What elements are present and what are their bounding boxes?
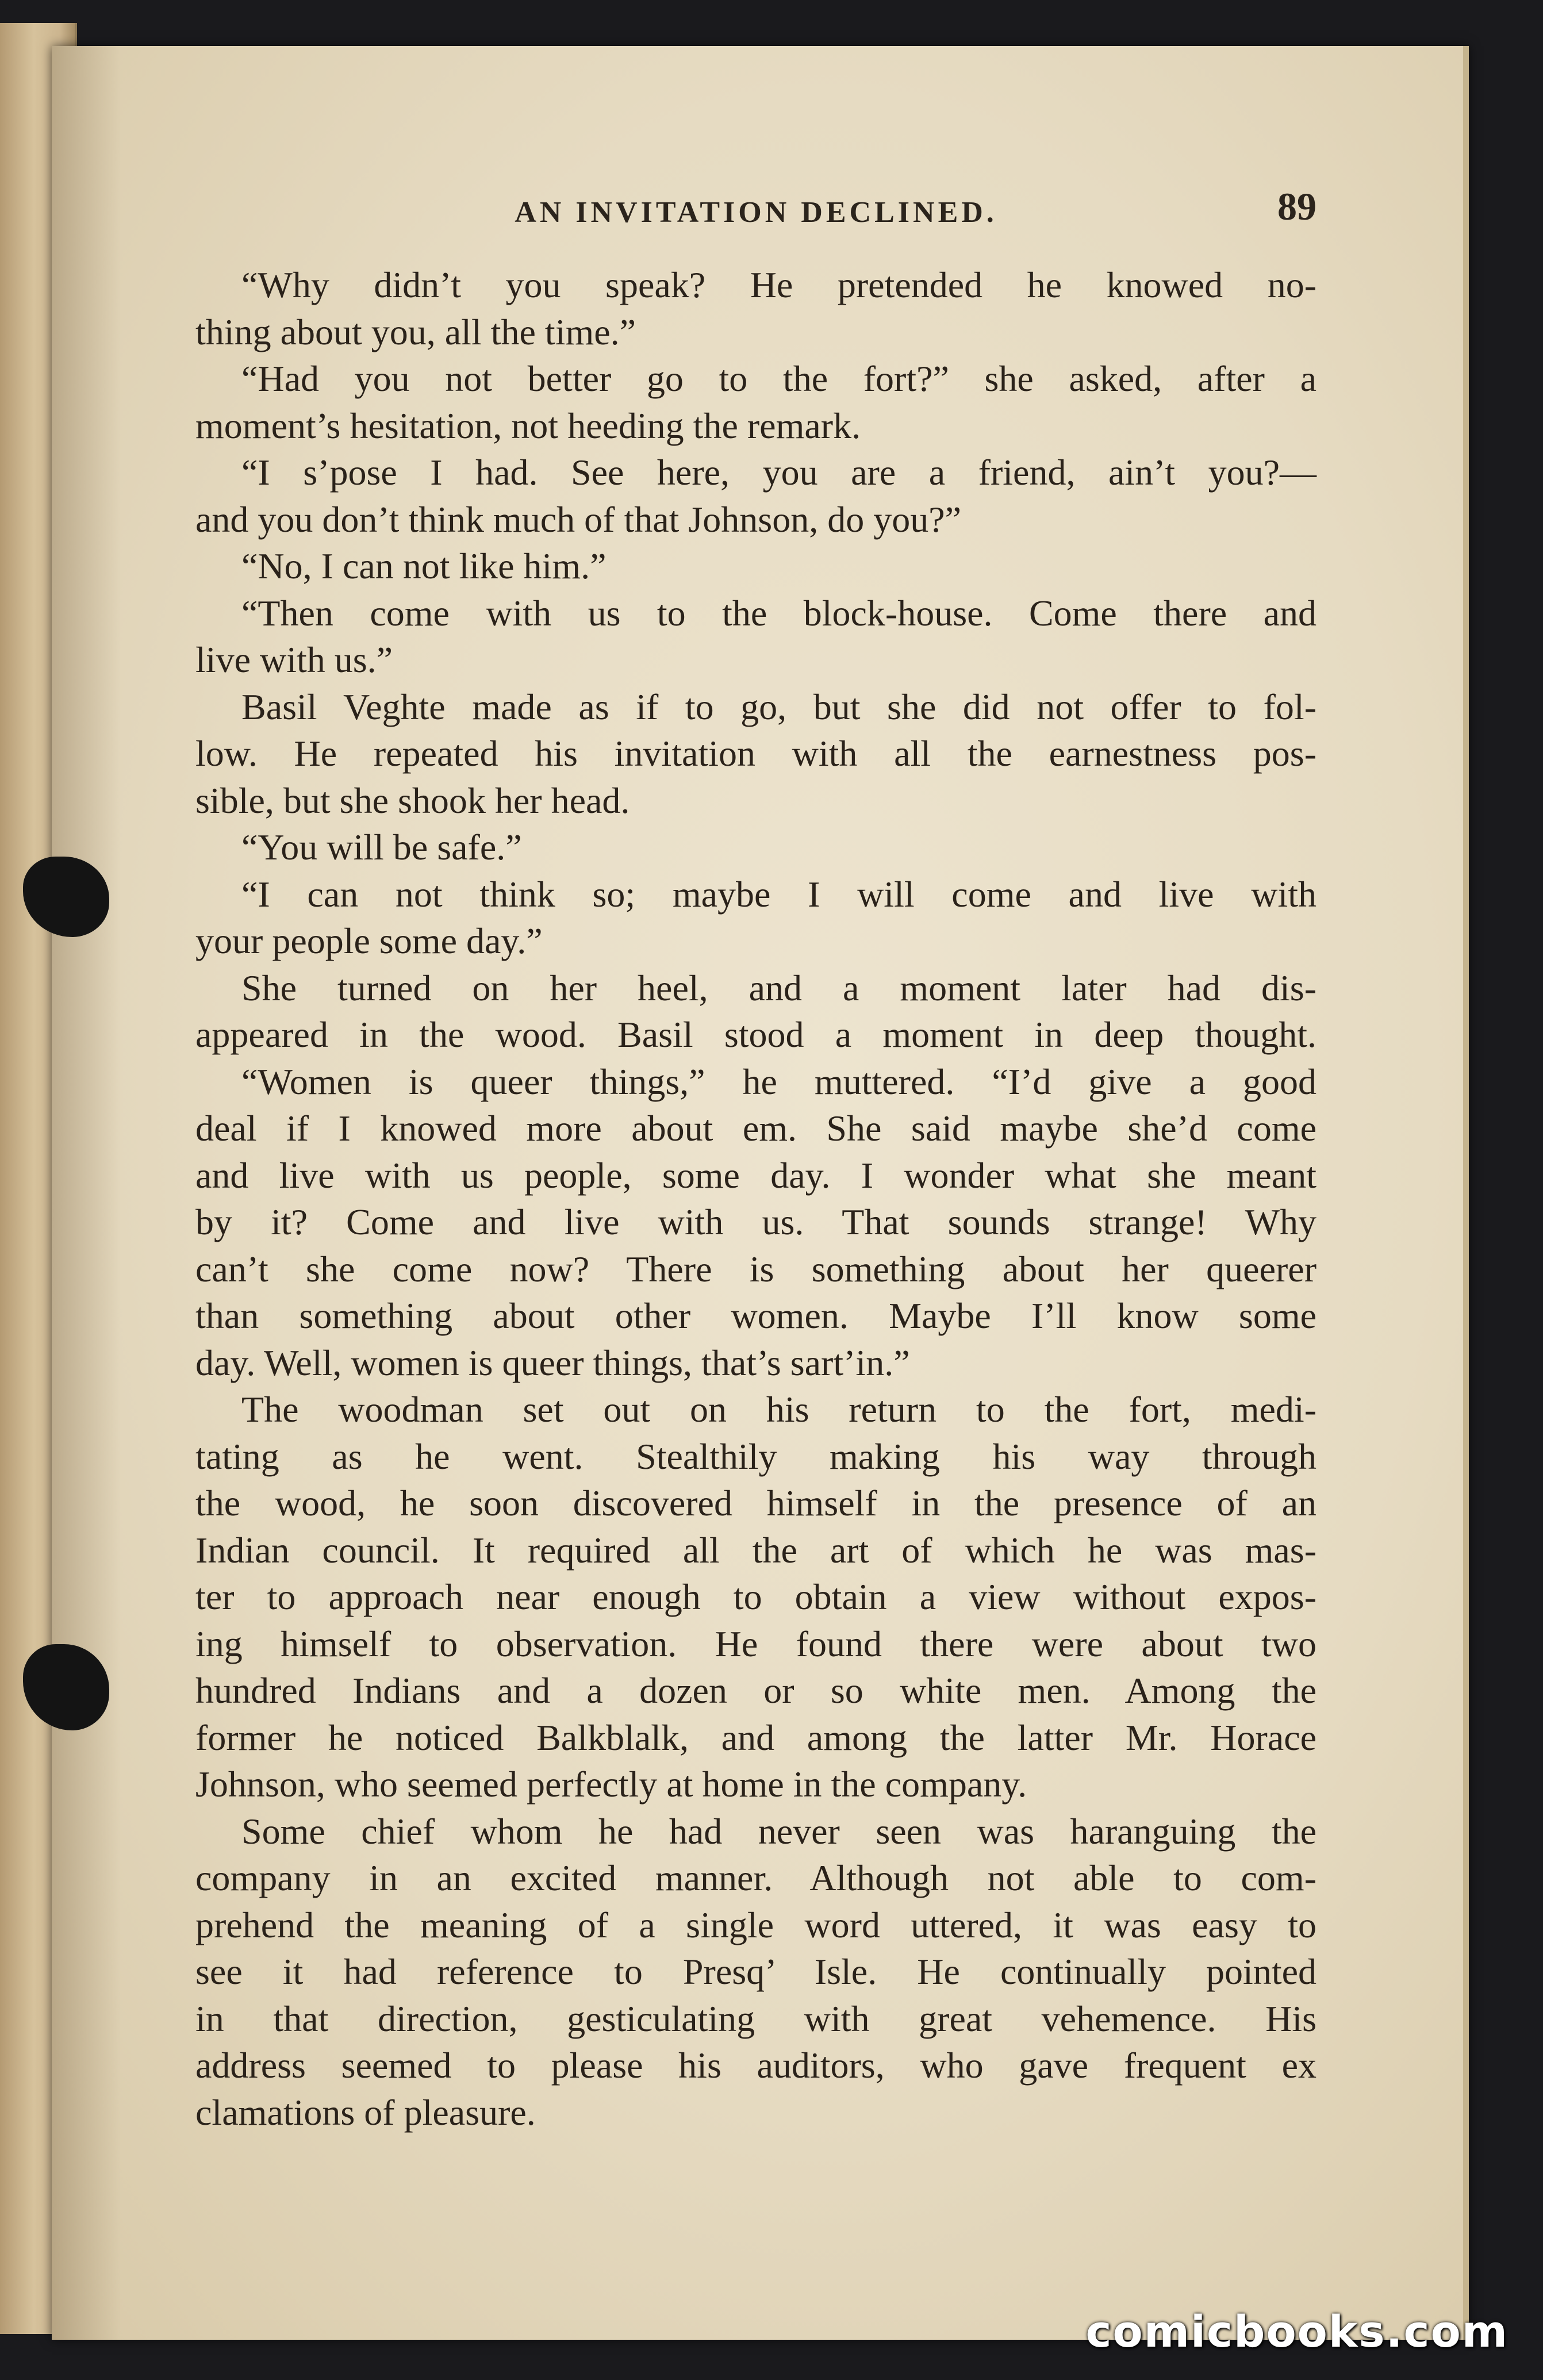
text-line: address seemed to please his auditors, who gave frequent ex [195, 2045, 1316, 2086]
text-line: “I can not think so; maybe I will come and live with [241, 873, 1316, 915]
text-line: Basil Veghte made as if to go, but she did not offer to fol- [241, 686, 1316, 727]
text-line: The woodman set out on his return to the fort, medi- [241, 1389, 1316, 1430]
text-line: Indian council. It required all the art of which he was mas- [195, 1529, 1316, 1571]
text-line: see it had reference to Presq’ Isle. He continually pointed [195, 1951, 1316, 1992]
text-line: day. Well, women is queer things, that’s sart’in.” [195, 1342, 910, 1383]
text-line: by it? Come and live with us. That sounds strange! Why [195, 1201, 1316, 1242]
text-line: former he noticed Balkblalk, and among the latter Mr. Horace [195, 1717, 1316, 1758]
text-line: company in an excited manner. Although not able to com- [195, 1857, 1316, 1898]
text-line: “Had you not better go to the fort?” she asked, after a [241, 358, 1316, 399]
page-number: 89 [1277, 185, 1316, 228]
text-line: prehend the meaning of a single word uttered, it was easy to [195, 1904, 1316, 1945]
text-line: “No, I can not like him.” [241, 546, 607, 586]
text-line: moment’s hesitation, not heeding the remark. [195, 405, 861, 446]
text-line: tating as he went. Stealthily making his way through [195, 1435, 1316, 1477]
watermark: comicbooks.com [1085, 2306, 1509, 2357]
text-line: your people some day.” [195, 920, 543, 961]
text-line: can’t she come now? There is something about her queerer [195, 1248, 1316, 1289]
text-line: sible, but she shook her head. [195, 780, 630, 821]
text-line: appeared in the wood. Basil stood a moment in deep thought. [195, 1014, 1316, 1055]
text-line: “I s’pose I had. See here, you are a friend, ain’t you?— [241, 452, 1316, 493]
text-line: than something about other women. Maybe I’ll know some [195, 1295, 1316, 1336]
running-title: AN INVITATION DECLINED. [515, 196, 997, 229]
text-line: the wood, he soon discovered himself in the presence of an [195, 1483, 1316, 1523]
text-line: “Then come with us to the block-house. Come there and [241, 592, 1316, 634]
text-line: deal if I knowed more about em. She said maybe she’d come [195, 1108, 1316, 1149]
text-line: Johnson, who seemed perfectly at home in the company. [195, 1764, 1027, 1805]
body-text [195, 262, 1316, 2136]
text-line: “Women is queer things,” he muttered. “I’d give a good [241, 1061, 1316, 1102]
text-line: low. He repeated his invitation with all the earnestness pos- [195, 733, 1316, 774]
page-header [195, 184, 1316, 247]
text-line: “You will be safe.” [241, 827, 522, 867]
text-line: ter to approach near enough to obtain a view without expos- [195, 1576, 1316, 1617]
text-line: “Why didn’t you speak? He pretended he knowed no- [241, 264, 1316, 305]
text-line: She turned on her heel, and a moment later had dis- [241, 967, 1316, 1008]
text-line: in that direction, gesticulating with great vehemence. His [195, 1998, 1316, 2039]
text-line: clamations of pleasure. [195, 2091, 536, 2133]
text-line: hundred Indians and a dozen or so white men. Among the [195, 1670, 1316, 1711]
text-line: live with us.” [195, 639, 393, 680]
text-line: ing himself to observation. He found there were about two [195, 1623, 1316, 1664]
text-line: thing about you, all the time.” [195, 311, 636, 352]
text-line: and live with us people, some day. I wonder what she meant [195, 1154, 1316, 1196]
text-line: and you don’t think much of that Johnson, do you?” [195, 498, 961, 540]
text-line: Some chief whom he had never seen was haranguing the [241, 1810, 1316, 1852]
